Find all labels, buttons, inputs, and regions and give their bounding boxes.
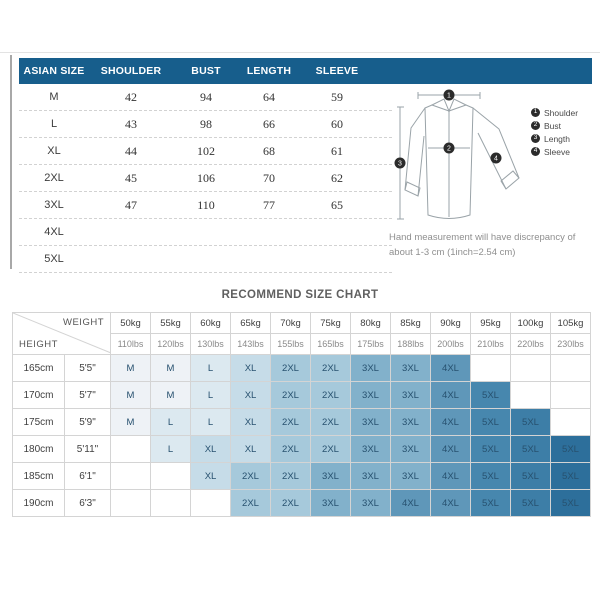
- weight-lbs-header: 120lbs: [151, 334, 191, 355]
- recommended-size-cell: L: [151, 409, 191, 436]
- weight-lbs-header: 210lbs: [471, 334, 511, 355]
- recommended-size-cell: 4XL: [431, 409, 471, 436]
- weight-lbs-header: 230lbs: [551, 334, 591, 355]
- legend-label: Shoulder: [544, 107, 579, 118]
- recommended-size-cell: L: [191, 382, 231, 409]
- size-table-row: [19, 219, 392, 246]
- recommended-size-cell: 2XL: [311, 436, 351, 463]
- weight-lbs-header: 143lbs: [231, 334, 271, 355]
- recommended-size-cell: M: [151, 382, 191, 409]
- weight-kg-header: 55kg: [151, 313, 191, 334]
- recommended-size-cell: M: [151, 355, 191, 382]
- weight-lbs-header: 220lbs: [511, 334, 551, 355]
- recommended-size-cell: 5XL: [551, 463, 591, 490]
- legend-number-icon: 3: [531, 134, 540, 143]
- height-axis-label: HEIGHT: [19, 339, 58, 350]
- size-measurement-value: 94: [200, 89, 212, 104]
- height-row: [13, 490, 591, 517]
- height-ft-label: 5'9": [65, 409, 111, 436]
- recommended-size-cell: 2XL: [311, 382, 351, 409]
- size-measurement-value: 47: [125, 197, 137, 212]
- weight-kg-header: 90kg: [431, 313, 471, 334]
- recommended-size-cell: 5XL: [471, 490, 511, 517]
- empty-size-cell: [151, 490, 191, 517]
- weight-lbs-header: 155lbs: [271, 334, 311, 355]
- recommended-size-cell: XL: [191, 436, 231, 463]
- size-table-header: [19, 58, 592, 84]
- height-cm-label: 185cm: [13, 463, 65, 490]
- recommend-size-table: [12, 312, 591, 517]
- height-ft-label: 6'3": [65, 490, 111, 517]
- weight-kg-header: 60kg: [191, 313, 231, 334]
- recommended-size-cell: 5XL: [511, 490, 551, 517]
- recommended-size-cell: 5XL: [551, 436, 591, 463]
- recommended-size-cell: 3XL: [351, 463, 391, 490]
- size-measurement-value: 77: [263, 197, 275, 212]
- recommended-size-cell: M: [111, 355, 151, 382]
- recommended-size-cell: 4XL: [431, 436, 471, 463]
- size-measurement-value: 62: [331, 170, 343, 185]
- size-measurement-value: 70: [263, 170, 275, 185]
- legend-item: [531, 119, 578, 132]
- top-divider: [0, 52, 600, 53]
- size-table-row: [19, 138, 392, 165]
- weight-kg-header: 65kg: [231, 313, 271, 334]
- measurement-note-line2: about 1-3 cm (1inch=2.54 cm): [389, 246, 516, 258]
- empty-size-cell: [191, 490, 231, 517]
- recommended-size-cell: XL: [191, 463, 231, 490]
- measurement-note-line1: Hand measurement will have discrepancy of: [389, 232, 576, 243]
- legend-label: Sleeve: [544, 146, 570, 157]
- height-ft-label: 5'11": [65, 436, 111, 463]
- recommended-size-cell: 2XL: [311, 355, 351, 382]
- size-measurement-value: 61: [331, 143, 343, 158]
- recommended-size-cell: L: [151, 436, 191, 463]
- recommended-size-cell: 3XL: [311, 490, 351, 517]
- height-row: [13, 382, 591, 409]
- recommended-size-cell: 5XL: [551, 490, 591, 517]
- height-cm-label: 175cm: [13, 409, 65, 436]
- size-label: L: [50, 118, 58, 130]
- size-col-header: ASIAN SIZE: [23, 65, 85, 77]
- size-col-header: SHOULDER: [100, 65, 162, 77]
- size-table-body: [19, 84, 392, 273]
- size-measurement-value: 102: [197, 143, 215, 158]
- height-cm-label: 190cm: [13, 490, 65, 517]
- size-measurement-value: 60: [331, 116, 343, 131]
- size-measurement-value: 64: [263, 89, 275, 104]
- empty-size-cell: [111, 463, 151, 490]
- height-ft-label: 6'1": [65, 463, 111, 490]
- recommended-size-cell: 2XL: [271, 355, 311, 382]
- recommended-size-cell: 5XL: [471, 463, 511, 490]
- svg-text:1: 1: [447, 92, 451, 100]
- size-col-header: BUST: [191, 65, 221, 77]
- size-table-row: [19, 165, 392, 192]
- weight-lbs-header: 200lbs: [431, 334, 471, 355]
- height-row: [13, 355, 591, 382]
- svg-text:4: 4: [494, 155, 498, 163]
- weight-kg-header: 100kg: [511, 313, 551, 334]
- recommended-size-cell: 3XL: [351, 355, 391, 382]
- recommended-size-cell: 4XL: [431, 355, 471, 382]
- recommended-size-cell: 2XL: [271, 436, 311, 463]
- recommended-size-cell: 5XL: [471, 436, 511, 463]
- size-label: 2XL: [44, 172, 64, 184]
- recommended-size-cell: 2XL: [271, 382, 311, 409]
- size-measurement-value: 45: [125, 170, 137, 185]
- height-cm-label: 180cm: [13, 436, 65, 463]
- table-left-border: [10, 55, 12, 269]
- size-measurement-value: 59: [331, 89, 343, 104]
- size-measurement-value: 65: [331, 197, 343, 212]
- diagram-legend: [531, 106, 578, 158]
- height-ft-label: 5'5": [65, 355, 111, 382]
- recommended-size-cell: 2XL: [231, 463, 271, 490]
- size-label: 3XL: [44, 199, 64, 211]
- weight-lbs-header: 175lbs: [351, 334, 391, 355]
- weight-kg-header: 85kg: [391, 313, 431, 334]
- size-label: M: [49, 91, 59, 103]
- size-measurement-value: 66: [263, 116, 275, 131]
- legend-item: [531, 145, 578, 158]
- recommended-size-cell: L: [191, 409, 231, 436]
- empty-size-cell: [551, 355, 591, 382]
- recommended-size-cell: 3XL: [391, 355, 431, 382]
- empty-size-cell: [471, 355, 511, 382]
- recommended-size-cell: 3XL: [391, 463, 431, 490]
- empty-size-cell: [151, 463, 191, 490]
- height-cm-label: 170cm: [13, 382, 65, 409]
- recommended-size-cell: 5XL: [511, 409, 551, 436]
- recommended-size-cell: 5XL: [511, 436, 551, 463]
- empty-size-cell: [111, 436, 151, 463]
- recommended-size-cell: 4XL: [391, 490, 431, 517]
- size-label: 4XL: [44, 226, 64, 238]
- legend-number-icon: 1: [531, 108, 540, 117]
- weight-lbs-header: 165lbs: [311, 334, 351, 355]
- recommended-size-cell: L: [191, 355, 231, 382]
- recommended-size-cell: 4XL: [431, 490, 471, 517]
- weight-axis-label: WEIGHT: [63, 317, 104, 328]
- weight-kg-header: 75kg: [311, 313, 351, 334]
- weight-kg-header: 50kg: [111, 313, 151, 334]
- size-table-row: [19, 246, 392, 273]
- height-row: [13, 409, 591, 436]
- recommended-size-cell: 5XL: [471, 409, 511, 436]
- recommended-size-cell: XL: [231, 382, 271, 409]
- weight-kg-header: 80kg: [351, 313, 391, 334]
- legend-label: Length: [544, 133, 570, 144]
- recommended-size-cell: 3XL: [351, 382, 391, 409]
- recommended-size-cell: M: [111, 409, 151, 436]
- size-col-header: SLEEVE: [315, 65, 359, 77]
- weight-lbs-header: 188lbs: [391, 334, 431, 355]
- size-col-header: LENGTH: [246, 65, 292, 77]
- weight-kg-header: 105kg: [551, 313, 591, 334]
- recommended-size-cell: XL: [231, 409, 271, 436]
- empty-size-cell: [111, 490, 151, 517]
- size-measurement-value: 44: [125, 143, 137, 158]
- legend-label: Bust: [544, 120, 562, 131]
- recommend-chart-title: RECOMMEND SIZE CHART: [221, 289, 379, 301]
- recommended-size-cell: 3XL: [351, 409, 391, 436]
- size-measurement-value: 106: [197, 170, 215, 185]
- recommended-size-cell: 3XL: [391, 382, 431, 409]
- recommended-size-cell: 2XL: [231, 490, 271, 517]
- size-table-row: [19, 192, 392, 219]
- recommended-size-cell: 3XL: [391, 436, 431, 463]
- empty-size-cell: [551, 409, 591, 436]
- size-label: XL: [47, 145, 61, 157]
- weight-kg-header: 95kg: [471, 313, 511, 334]
- recommended-size-cell: 3XL: [351, 436, 391, 463]
- recommended-size-cell: 2XL: [271, 490, 311, 517]
- size-table-row: [19, 84, 392, 111]
- empty-size-cell: [551, 382, 591, 409]
- measurement-note: [389, 231, 595, 260]
- recommended-size-cell: 2XL: [271, 409, 311, 436]
- size-measurement-value: 110: [197, 197, 215, 212]
- recommended-size-cell: 3XL: [351, 490, 391, 517]
- size-table-row: [19, 111, 392, 138]
- svg-text:3: 3: [398, 160, 402, 168]
- legend-number-icon: 4: [531, 147, 540, 156]
- recommended-size-cell: M: [111, 382, 151, 409]
- shirt-diagram-illustration: [388, 86, 526, 232]
- svg-text:2: 2: [447, 145, 451, 153]
- recommended-size-cell: 4XL: [431, 382, 471, 409]
- empty-size-cell: [511, 355, 551, 382]
- size-measurement-value: 42: [125, 89, 137, 104]
- weight-height-corner-cell: [13, 313, 111, 355]
- legend-number-icon: 2: [531, 121, 540, 130]
- recommended-size-cell: 2XL: [311, 409, 351, 436]
- height-ft-label: 5'7": [65, 382, 111, 409]
- recommended-size-cell: 3XL: [391, 409, 431, 436]
- size-measurement-value: 98: [200, 116, 212, 131]
- legend-item: [531, 106, 578, 119]
- size-measurement-value: 43: [125, 116, 137, 131]
- size-measurement-value: 68: [263, 143, 275, 158]
- height-row: [13, 463, 591, 490]
- recommended-size-cell: 3XL: [311, 463, 351, 490]
- height-cm-label: 165cm: [13, 355, 65, 382]
- weight-lbs-header: 130lbs: [191, 334, 231, 355]
- recommended-size-cell: XL: [231, 436, 271, 463]
- recommended-size-cell: 5XL: [471, 382, 511, 409]
- height-row: [13, 436, 591, 463]
- size-label: 5XL: [44, 253, 64, 265]
- empty-size-cell: [511, 382, 551, 409]
- weight-kg-header: 70kg: [271, 313, 311, 334]
- legend-item: [531, 132, 578, 145]
- recommended-size-cell: XL: [231, 355, 271, 382]
- recommended-size-cell: 4XL: [431, 463, 471, 490]
- weight-lbs-header: 110lbs: [111, 334, 151, 355]
- recommended-size-cell: 2XL: [271, 463, 311, 490]
- recommended-size-cell: 5XL: [511, 463, 551, 490]
